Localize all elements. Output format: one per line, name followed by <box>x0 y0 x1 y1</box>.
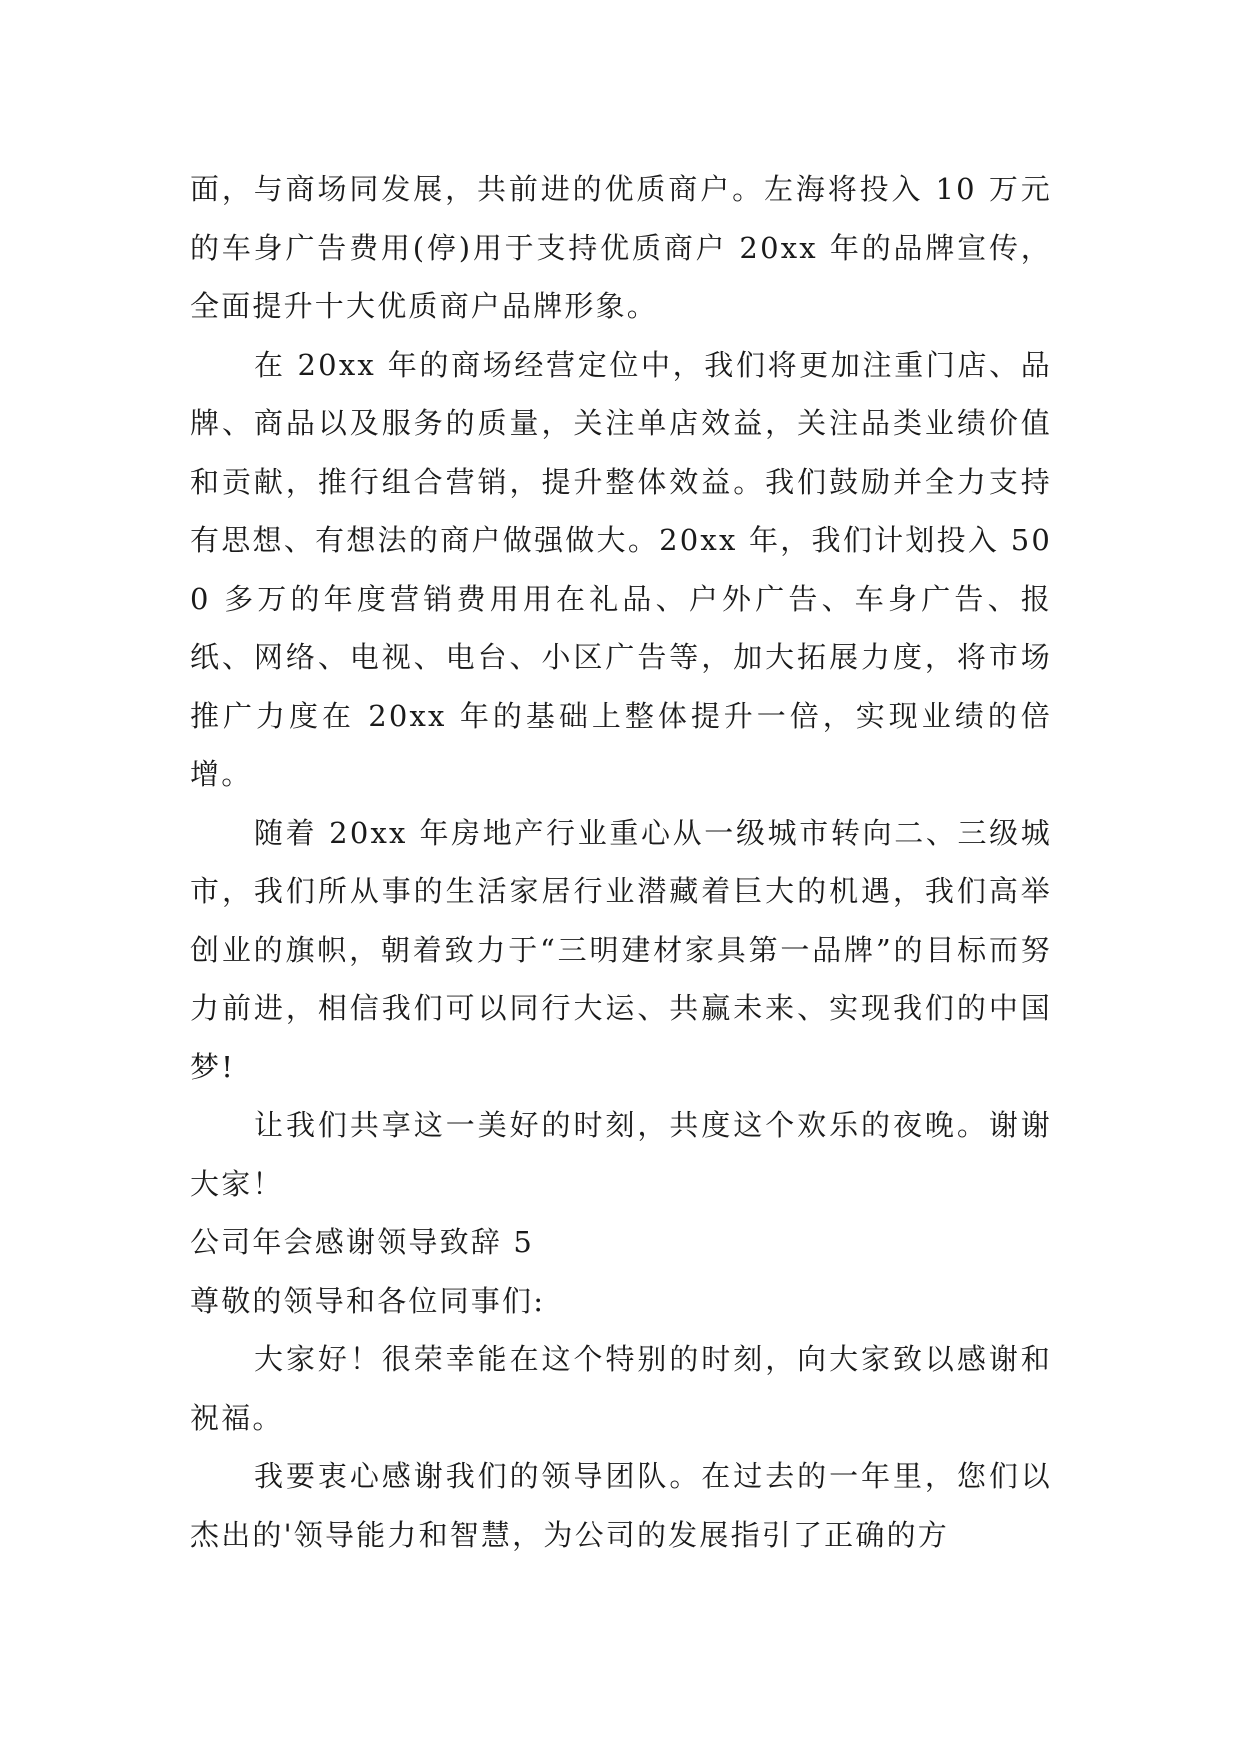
section-title: 公司年会感谢领导致辞 5 <box>190 1225 535 1259</box>
paragraph-continued: 面，与商场同发展，共前进的优质商户。左海将投入 10 万元的车身广告费用(停)用于支持优质商户 20xx 年的品牌宣传，全面提升十大优质商户品牌形象。 <box>190 172 1052 323</box>
paragraph-thanks-leadership: 我要衷心感谢我们的领导团队。在过去的一年里，您们以杰出的'领导能力和智慧，为公司的发展指引了正确的方 <box>190 1459 1052 1552</box>
paragraph-greeting: 大家好！很荣幸能在这个特别的时刻，向大家致以感谢和祝福。 <box>190 1342 1052 1435</box>
paragraph-closing: 让我们共享这一美好的时刻，共度这个欢乐的夜晚。谢谢大家！ <box>190 1108 1052 1201</box>
document-body <box>190 160 1052 1564</box>
paragraph-marketing-plan: 在 20xx 年的商场经营定位中，我们将更加注重门店、品牌、商品以及服务的质量，关注单店效益，关注品类业绩价值和贡献，推行组合营销，提升整体效益。我们鼓励并全力支持有思想、有想法的商户做强做大。20xx 年，我们计划投入 500 多万的年度营销费用用在礼品、户外广告、车身广告、报纸、网络、电视、电台、小区广告等，加大拓展力度，将市场推广力度在 20xx 年的基础上整体提升一倍，实现业绩的倍增。 <box>190 347 1052 791</box>
paragraph-opportunity: 随着 20xx 年房地产行业重心从一级城市转向二、三级城市，我们所从事的生活家居行业潜藏着巨大的机遇，我们高举创业的旗帜，朝着致力于“三明建材家具第一品牌”的目标而努力前进，相信我们可以同行大运、共赢未来、实现我们的中国梦! <box>190 815 1052 1084</box>
salutation: 尊敬的领导和各位同事们: <box>190 1283 546 1318</box>
